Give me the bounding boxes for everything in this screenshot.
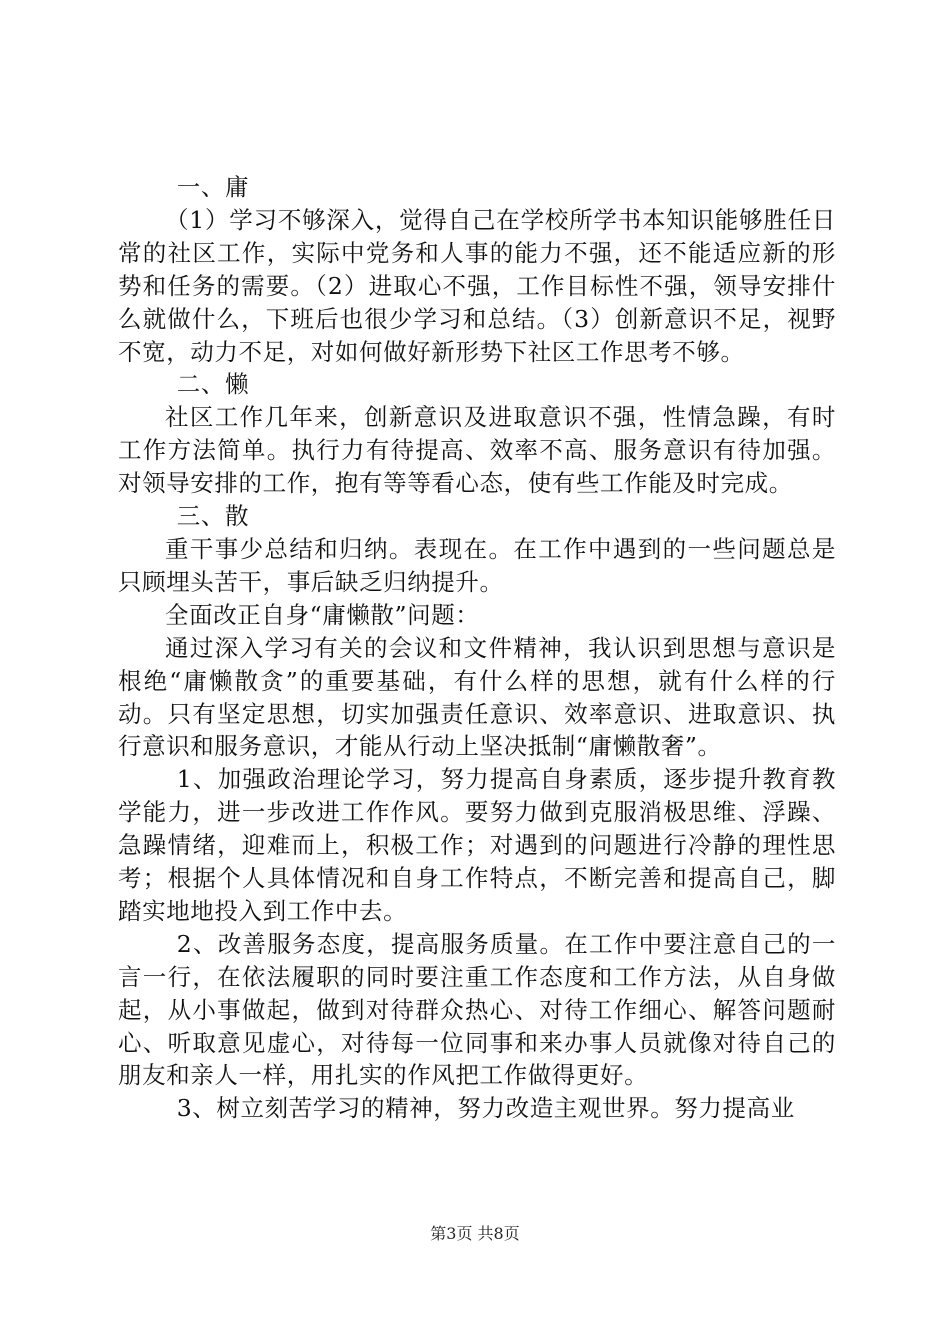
paragraph-yong-details: （1）学习不够深入，觉得自己在学校所学书本知识能够胜任日常的社区工作，实际中党务和人事的能力不强，还不能适应新的形势和任务的需要。（2）进取心不强，工作目标性不强，领导安排什么就做什么，下班后也很少学习和总结。（3）创新意识不足，视野不宽，动力不足，对如何做好新形势下社区工作思考不够。 — [118, 205, 836, 366]
paragraph-correction-title: 全面改正自身“庸懒散”问题： — [165, 600, 480, 629]
page-number-label: 第3页 共8页 — [430, 1224, 520, 1243]
section-heading-yong: 一、庸 — [176, 173, 250, 201]
section-heading-lan: 二、懒 — [176, 370, 250, 399]
list-item-1: 1、加强政治理论学习，努力提高自身素质，逐步提升教育教学能力，进一步改进工作作风。要努力做到克服消极思维、浮躁、急躁情绪，迎难而上，积极工作；对遇到的问题进行冷静的理性思考；根据个人具体情况和自身工作特点，不断完善和提高自己，脚踏实地地投入到工作中去。 — [118, 765, 836, 925]
paragraph-correction-intro: 通过深入学习有关的会议和文件精神，我认识到思想与意识是根绝“庸懒散贪”的重要基础，有什么样的思想，就有什么样的行动。只有坚定思想，切实加强责任意识、效率意识、进取意识、执行意识和服务意识，才能从行动上坚决抵制“庸懒散奢”。 — [118, 633, 836, 761]
document-body — [118, 171, 836, 1125]
page-footer — [0, 1224, 950, 1244]
list-item-2: 2、改善服务态度，提高服务质量。在工作中要注意自己的一言一行，在依法履职的同时要注重工作态度和工作方法，从自身做起，从小事做起，做到对待群众热心、对待工作细心、解答问题耐心、听取意见虚心，对待每一位同事和来办事人员就像对待自己的朋友和亲人一样，用扎实的作风把工作做得更好。 — [118, 929, 836, 1090]
paragraph-lan-details: 社区工作几年来，创新意识及进取意识不强，性情急躁，有时工作方法简单。执行力有待提高、效率不高、服务意识有待加强。对领导安排的工作，抱有等等看心态，使有些工作能及时完成。 — [118, 403, 836, 498]
paragraph-san-details: 重干事少总结和归纳。表现在。在工作中遇到的一些问题总是只顾埋头苦干，事后缺乏归纳提升。 — [118, 534, 836, 596]
list-item-3: 3、树立刻苦学习的精神，努力改造主观世界。努力提高业 — [176, 1094, 795, 1123]
section-heading-san: 三、散 — [176, 502, 250, 531]
